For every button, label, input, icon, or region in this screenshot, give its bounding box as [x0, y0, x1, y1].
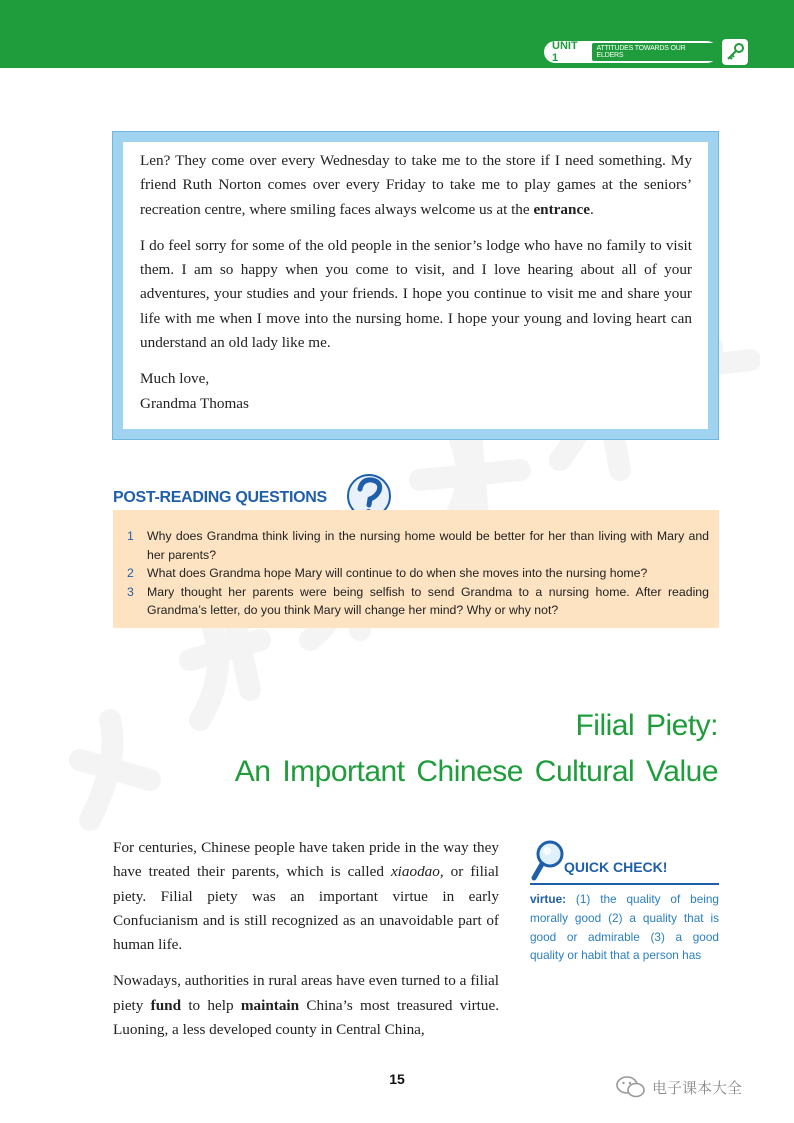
- body-text-span: China’s most treasured virtue. Luoning, a less developed county in Central China,: [113, 996, 500, 1039]
- question-item: [127, 564, 709, 583]
- question-number: 1: [127, 529, 134, 543]
- letter-box: [112, 131, 719, 440]
- section-title: [235, 703, 718, 795]
- body-text-span: For centuries, Chinese people have taken pride in the way they have treated their parents, which is called: [113, 839, 499, 881]
- key-icon: [722, 39, 748, 65]
- unit-title: ATTITUDES TOWARDS OUR ELDERS: [592, 43, 718, 61]
- letter-text: Len? They come over every Wednesday to take me to the store if I need something. My friend Ruth Norton comes over every Friday to take me to play games at the seniors’ recreation centre, where smiling faces always welcome us at the: [140, 152, 692, 218]
- question-text: Why does Grandma think living in the nursing home would be better for her than living with Mary and her parents?: [147, 529, 709, 562]
- quick-check-text: (1) the quality of being morally good (2) a quality that is good or admirable (3) a good quality or habit that a person has: [530, 892, 719, 963]
- magnifier-icon: [530, 838, 566, 886]
- post-reading-questions: [113, 510, 719, 628]
- letter-paragraph: I do feel sorry for some of the old people in the senior’s lodge who have no family to visit them. I am so happy when you come to visit, and I love hearing about all of your adventures, your studies and your friends. I hope you continue to visit me and share your life with me when I move into the nursing home. I hope your young and loving heart can understand an old lady like me.: [140, 236, 692, 352]
- question-item: [127, 527, 709, 564]
- question-number: 3: [127, 584, 134, 599]
- italic-term: xiaodao: [390, 863, 440, 881]
- letter-content: [123, 142, 708, 429]
- vocab-word: fund: [150, 996, 182, 1014]
- wechat-icon: [616, 1075, 646, 1099]
- body-text-span: Nowadays, authorities in rural areas have even turned to a filial piety: [113, 972, 499, 1014]
- header-bar: [0, 0, 794, 68]
- post-reading-heading: POST-READING QUESTIONS: [113, 489, 327, 506]
- quick-check-title: QUICK CHECK!: [564, 859, 668, 875]
- body-paragraph: [113, 969, 499, 1042]
- vocab-word: maintain: [240, 996, 300, 1014]
- brand-watermark: [616, 1075, 742, 1099]
- unit-label: UNIT 1: [552, 40, 578, 64]
- brand-text: 电子课本大全: [652, 1078, 743, 1097]
- quick-check-divider: [530, 883, 719, 885]
- page-number: 15: [389, 1071, 405, 1087]
- section-title-line1: Filial Piety:: [575, 709, 718, 742]
- question-text: What does Grandma hope Mary will continue to do when she moves into the nursing home?: [147, 566, 648, 580]
- vocab-word: entrance: [533, 200, 590, 218]
- question-number: 2: [127, 566, 134, 580]
- body-text: [113, 836, 499, 1054]
- unit-badge: [544, 41, 718, 63]
- letter-text: .: [589, 200, 594, 218]
- question-item: [127, 583, 709, 620]
- question-text: Mary thought her parents were being selfish to send Grandma to a nursing home. After reading Grandma’s letter, do you think Mary will change her mind? Why or why not?: [147, 584, 709, 617]
- letter-closing: Much love,: [140, 370, 210, 388]
- body-text-span: , or filial piety. Filial piety was an important virtue in early Confucianism and is still recognized as an unavoidable part of human life.: [113, 863, 499, 954]
- body-text-span: to help: [181, 996, 241, 1014]
- quick-check-word: virtue:: [530, 892, 567, 906]
- quick-check-definition: [530, 890, 719, 965]
- section-title-line2: An Important Chinese Cultural Value: [234, 755, 718, 788]
- letter-paragraph: [140, 149, 692, 222]
- body-paragraph: [113, 836, 499, 957]
- letter-signature: Grandma Thomas: [140, 394, 249, 412]
